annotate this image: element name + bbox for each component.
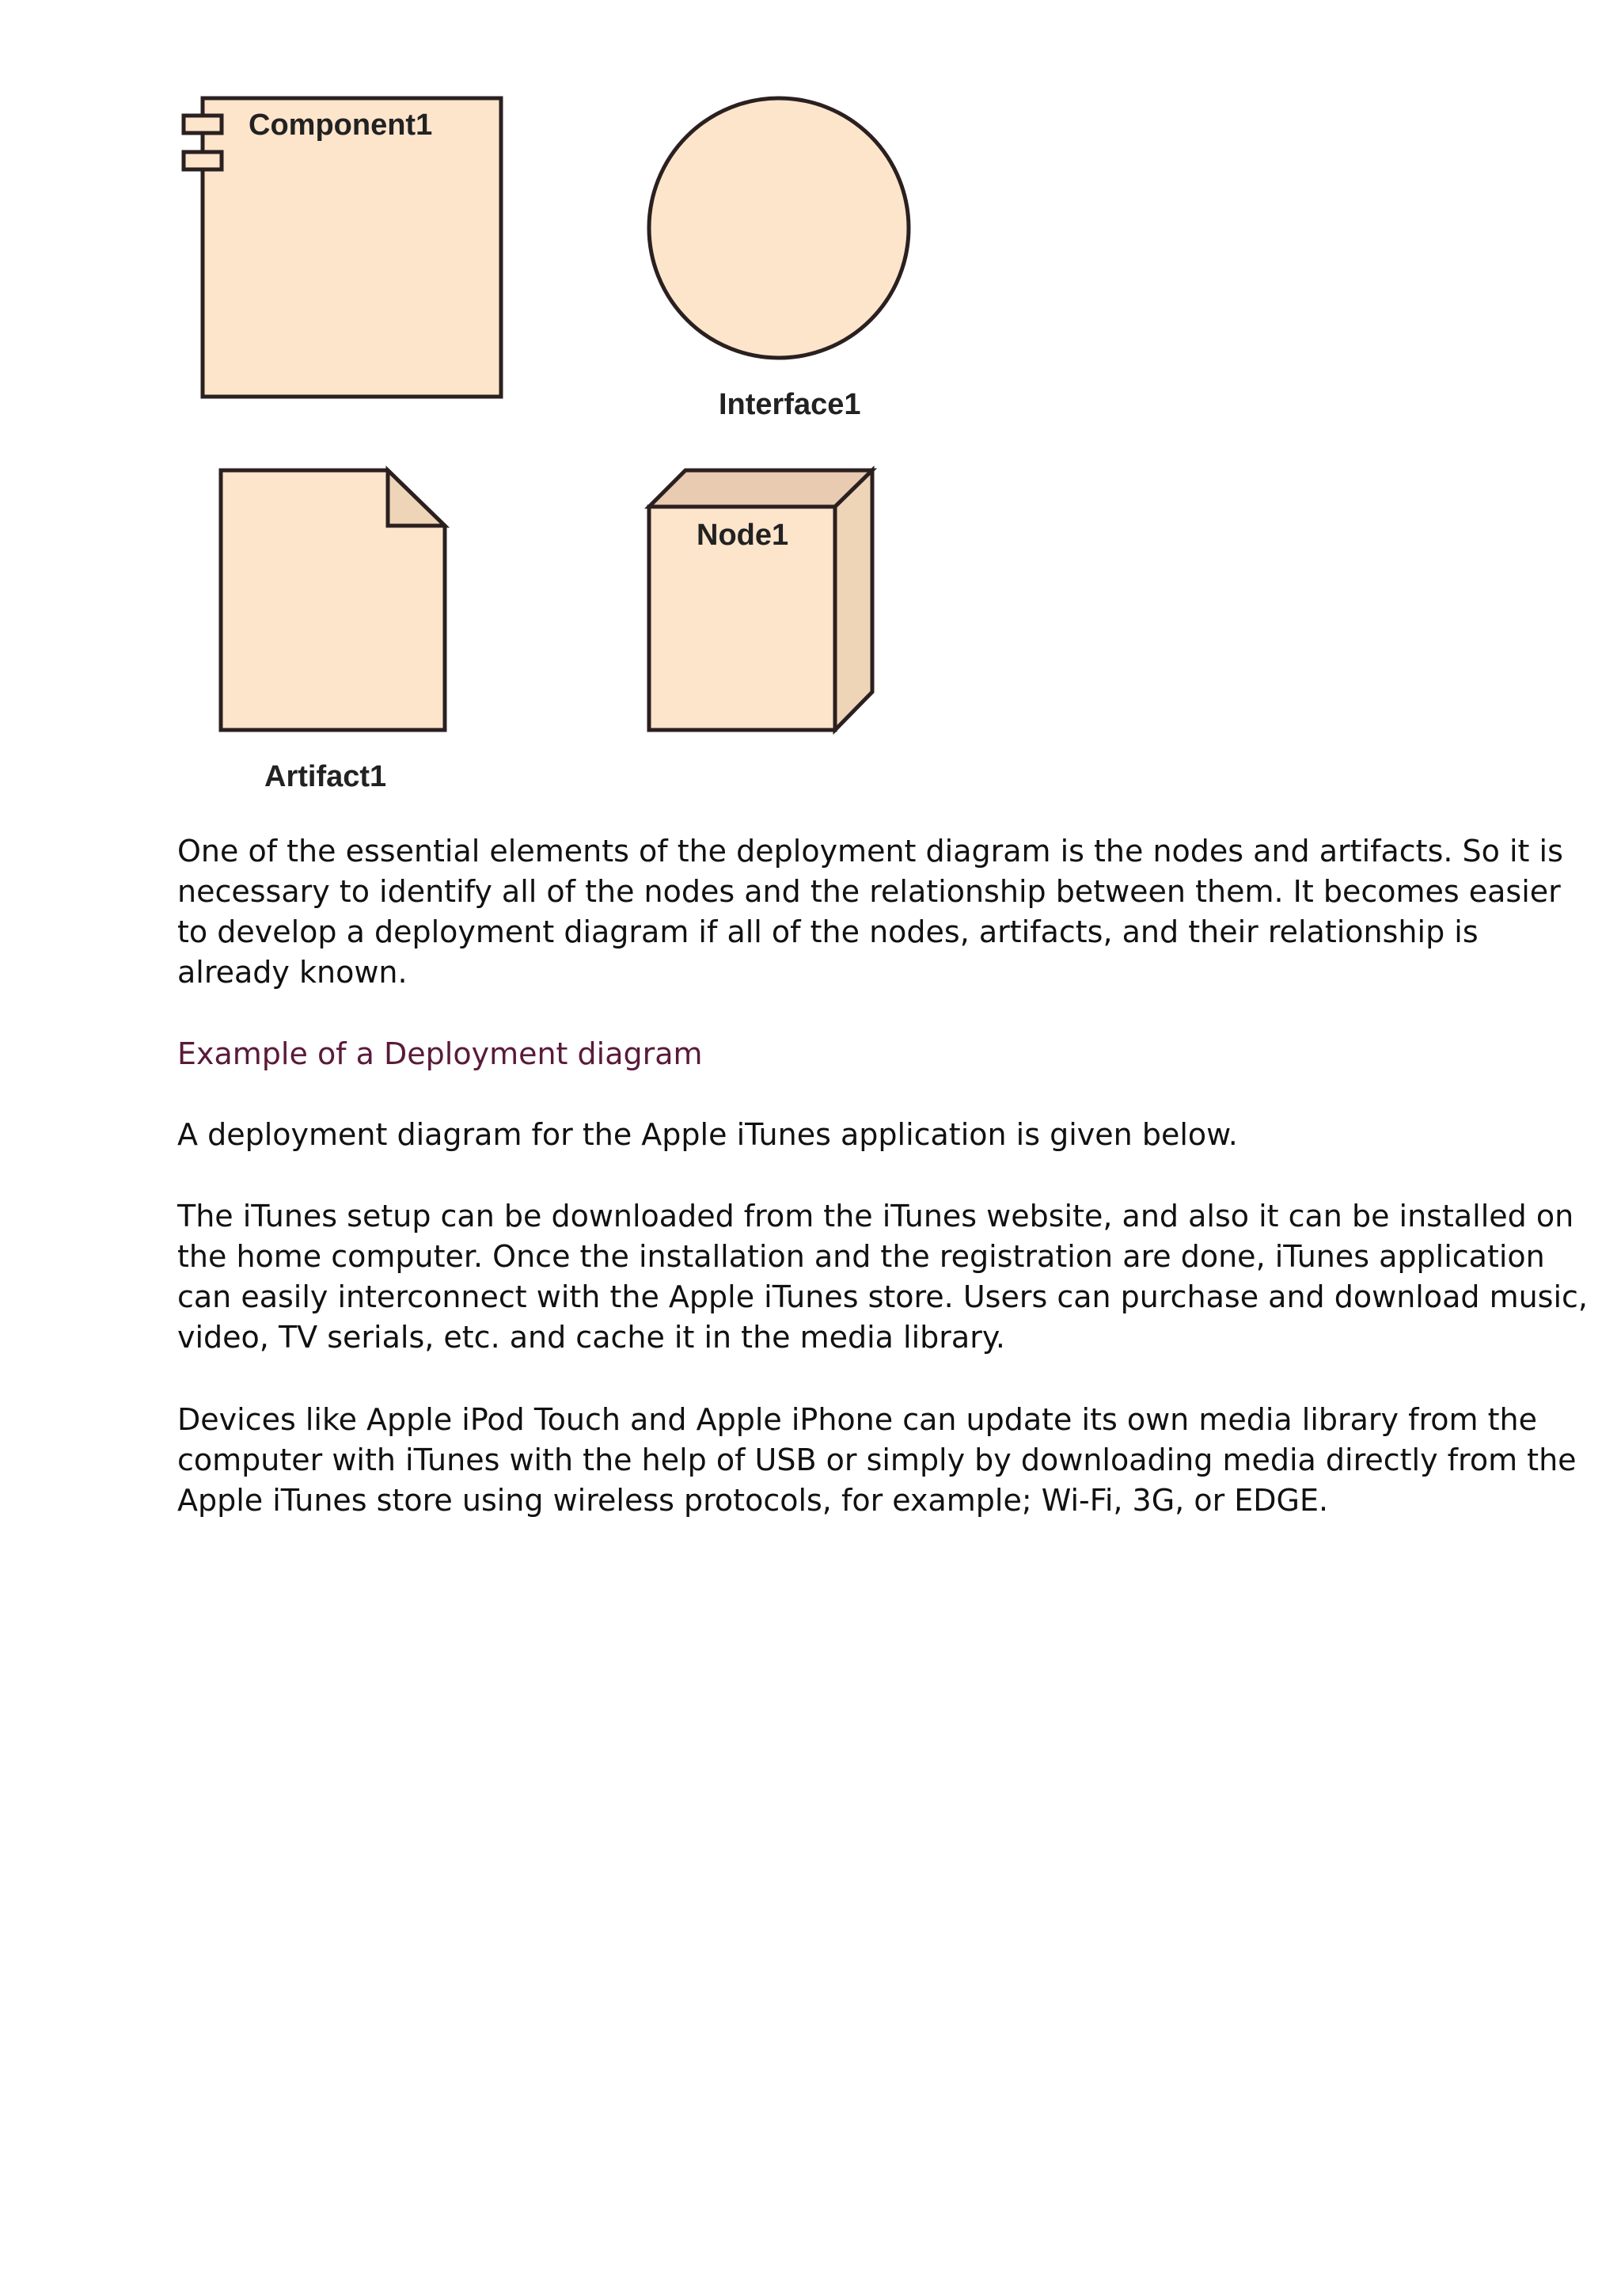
paragraph-line: Apple iTunes store using wireless protocols, for example; Wi-Fi, 3G, or EDGE. bbox=[177, 1483, 1329, 1518]
artifact-label: Artifact1 bbox=[264, 760, 387, 793]
intro-paragraph bbox=[177, 831, 1563, 993]
component-shape bbox=[184, 98, 501, 397]
component-label: Component1 bbox=[249, 108, 433, 142]
interface-shape bbox=[649, 98, 909, 421]
paragraph-line: One of the essential elements of the deployment diagram is the nodes and artifacts. So it is bbox=[177, 834, 1563, 869]
paragraph-line: A deployment diagram for the Apple iTunes application is given below. bbox=[177, 1117, 1238, 1152]
node-label: Node1 bbox=[697, 519, 789, 552]
component-port-icon bbox=[184, 152, 222, 169]
component-port-icon bbox=[184, 116, 222, 133]
artifact-folded-corner-icon bbox=[388, 470, 445, 526]
uml-elements-figure bbox=[0, 0, 1621, 808]
body-paragraph bbox=[177, 1400, 1577, 1521]
node-shape bbox=[649, 470, 872, 730]
paragraph-line: necessary to identify all of the nodes and the relationship between them. It becomes easier bbox=[177, 874, 1561, 909]
section-heading: Example of a Deployment diagram bbox=[177, 1036, 703, 1071]
artifact-shape bbox=[221, 470, 445, 793]
paragraph-line: to develop a deployment diagram if all of the nodes, artifacts, and their relationship is bbox=[177, 914, 1479, 949]
paragraph-line: video, TV serials, etc. and cache it in the media library. bbox=[177, 1320, 1005, 1355]
interface-label: Interface1 bbox=[719, 388, 861, 421]
paragraph-line: can easily interconnect with the Apple iTunes store. Users can purchase and download music, bbox=[177, 1279, 1589, 1314]
paragraph-line: computer with iTunes with the help of USB or simply by downloading media directly from the bbox=[177, 1443, 1577, 1477]
paragraph-line: the home computer. Once the installation and the registration are done, iTunes application bbox=[177, 1239, 1545, 1274]
paragraph-line: The iTunes setup can be downloaded from the iTunes website, and also it can be installed on bbox=[177, 1199, 1574, 1234]
body-paragraph bbox=[177, 1115, 1452, 1155]
paragraph-line: Devices like Apple iPod Touch and Apple iPhone can update its own media library from the bbox=[177, 1402, 1537, 1437]
paragraph-line: already known. bbox=[177, 955, 408, 990]
body-paragraph bbox=[177, 1196, 1589, 1358]
